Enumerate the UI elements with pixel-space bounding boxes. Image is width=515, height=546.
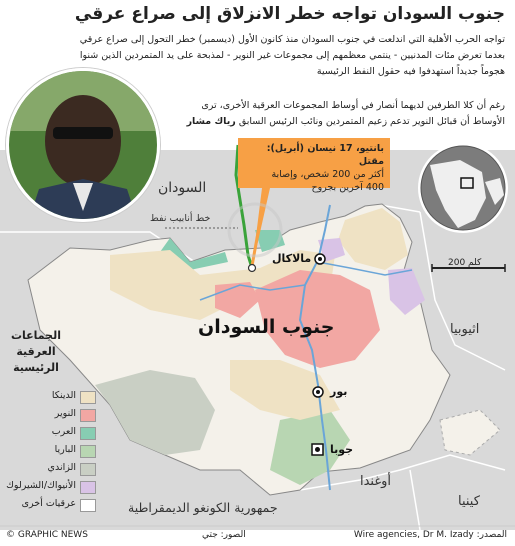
legend-item: [8, 444, 96, 460]
label-drc: جمهورية الكونغو الديمقراطية: [128, 500, 278, 515]
locator-globe: [418, 143, 508, 233]
legend-title-line-2: العرقية: [16, 345, 56, 358]
malakal-marker-dot: [318, 257, 322, 261]
legend-swatch: [80, 445, 96, 458]
legend-swatch: [80, 391, 96, 404]
portrait-image: [9, 71, 157, 219]
legend-title-line-3: الرئيسية: [13, 361, 59, 374]
page-title: جنوب السودان تواجه خطر الانزلاق إلى صراع عرقي: [74, 4, 505, 24]
label-pipeline: خط أنابيب نفط: [150, 213, 211, 224]
legend-title-line-1: الجماعات: [10, 329, 62, 342]
label-kenya: كينيا: [458, 494, 480, 509]
legend-item: [8, 390, 96, 406]
legend-swatch: [80, 499, 96, 512]
legend-swatch: [80, 409, 96, 422]
legend-title: [8, 328, 64, 376]
legend-item: [8, 498, 96, 514]
intro-paragraph: تواجه الحرب الأهلية التي اندلعت في جنوب السودان منذ كانون الأول (ديسمبر) خطر التحول إلى صراع عرقي بعدما تعرض مئات المدنيين - ينتمي معظمهم إلى مجموعات غير النوير - لمذبحة على يد المتمردين الذين شنوا هجوماً جديداً استهدفوا فيه حقول النفط الرئيسية: [79, 34, 505, 77]
legend-label: العرب: [51, 426, 76, 437]
label-juba: جوبا: [330, 443, 354, 456]
legend-swatch: [80, 481, 96, 494]
context-text: رغم أن كلا الطرفين لديهما أنصار في أوساط المجموعات العرقية الأخرى، ترى الأوساط أن قبائل النوير تدعم زعيم المتمردين ونائب الرئيس السابق: [201, 100, 505, 127]
legend-swatch: [80, 427, 96, 440]
legend-label: الأنيواك/الشيرلوك: [6, 480, 76, 491]
legend-item: [8, 480, 96, 496]
bentiu-callout: [238, 138, 390, 193]
source-text: Wire agencies, Dr M. Izady: [353, 530, 474, 540]
label-ethiopia: اثيوبيا: [450, 322, 480, 337]
legend-label: عرقيات أخرى: [21, 498, 76, 509]
legend-swatch: [80, 463, 96, 476]
rebel-leader-name: رياك مشار: [186, 116, 236, 127]
label-uganda: أوغندا: [360, 474, 392, 489]
label-malakal: مالاكال: [272, 252, 312, 265]
callout-heading: بانتيو، 17 نيسان (أبريل): مقتل: [266, 143, 384, 167]
label-south-sudan: جنوب السودان: [198, 316, 335, 338]
label-sudan: السودان: [158, 180, 207, 196]
scale-label: 200 كلم: [448, 258, 482, 268]
callout-line-3: 400 آخرين بجروح: [311, 182, 384, 193]
legend-label: الدينكا: [51, 390, 76, 401]
photo-credit: الصور: جتي: [202, 530, 246, 540]
legend-item: [8, 408, 96, 424]
portrait-photo: [6, 68, 160, 222]
legend-label: النوير: [54, 408, 76, 419]
callout-line-2: أكثر من 200 شخص، وإصابة: [271, 169, 384, 180]
bor-marker-dot: [316, 390, 320, 394]
juba-marker-dot: [315, 447, 320, 452]
legend-label: الزاندي: [47, 462, 76, 473]
legend-item: [8, 462, 96, 478]
copyright: © GRAPHIC NEWS: [6, 530, 88, 540]
label-bor: بور: [330, 385, 348, 398]
legend-label: الباريا: [54, 444, 76, 455]
context-paragraph: [175, 98, 505, 130]
source-credit: [354, 530, 507, 540]
source-prefix: المصدر:: [476, 530, 507, 540]
bentiu-marker: [249, 265, 256, 272]
legend-item: [8, 426, 96, 442]
